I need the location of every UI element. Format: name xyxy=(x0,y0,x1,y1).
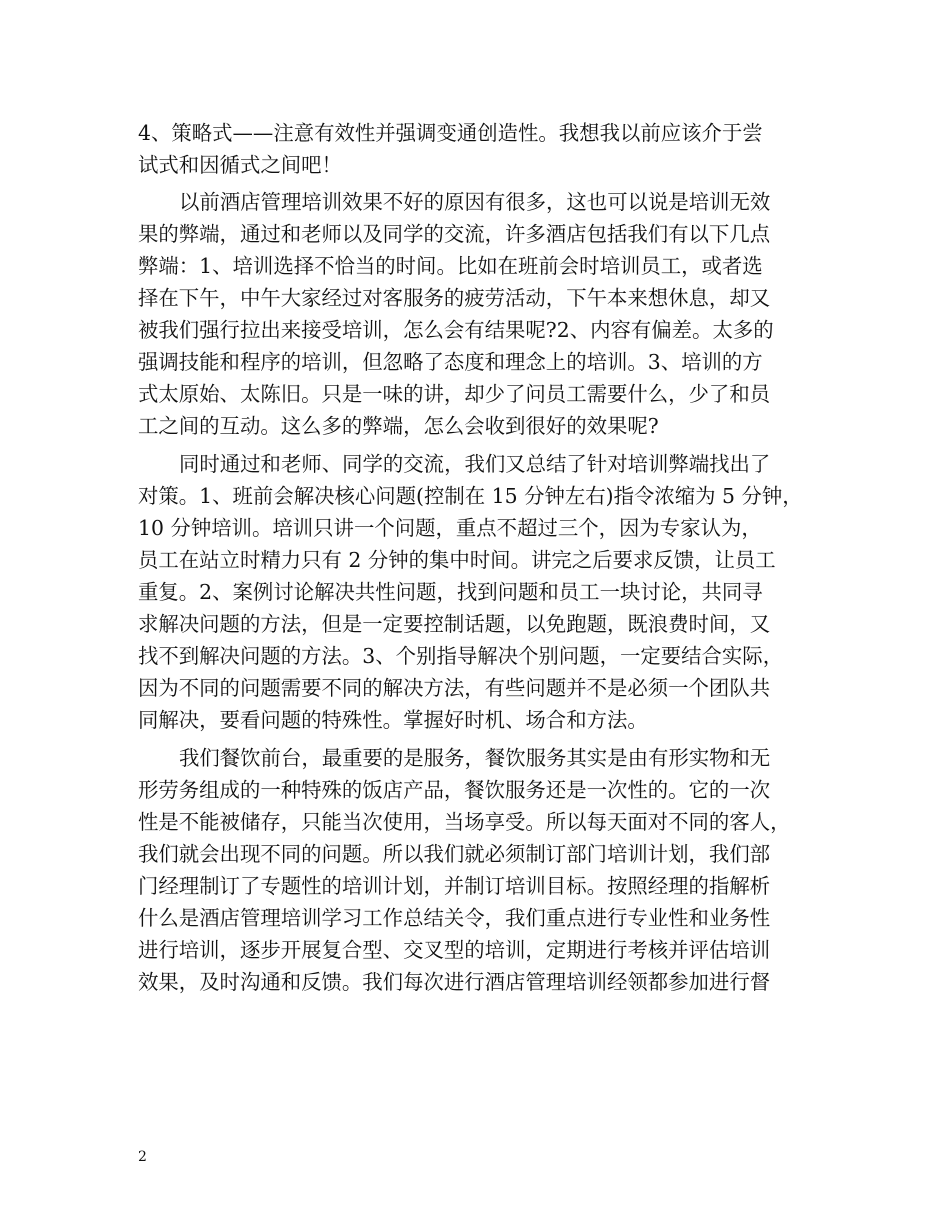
text-line: 我们就会出现不同的问题。所以我们就必须制订部门培训计划，我们部 xyxy=(138,842,771,866)
text-line: 效果，及时沟通和反馈。我们每次进行酒店管理培训经领都参加进行督 xyxy=(138,970,771,994)
text-line: 择在下午，中午大家经过对客服务的疲劳活动，下午本来想休息，却又 xyxy=(138,286,771,310)
text-line: 工之间的互动。这么多的弊端，怎么会收到很好的效果呢? xyxy=(138,414,659,438)
text-line: 门经理制订了专题性的培训计划，并制订培训目标。按照经理的指解析 xyxy=(138,874,771,898)
text-line: 同解决，要看问题的特殊性。掌握好时机、场合和方法。 xyxy=(138,708,648,732)
text-line: 被我们强行拉出来接受培训，怎么会有结果呢?2、内容有偏差。太多的 xyxy=(138,318,774,342)
text-line: 求解决问题的方法，但是一定要控制话题，以免跑题，既浪费时间，又 xyxy=(138,612,771,636)
page-number: 2 xyxy=(138,1149,147,1165)
paragraph-first-line: 我们餐饮前台，最重要的是服务，餐饮服务其实是由有形实物和无 xyxy=(179,746,771,770)
paragraph-first-line: 以前酒店管理培训效果不好的原因有很多，这也可以说是培训无效 xyxy=(179,190,771,214)
text-line: 式太原始、太陈旧。只是一味的讲，却少了问员工需要什么，少了和员 xyxy=(138,382,771,406)
text-line: 4、策略式——注意有效性并强调变通创造性。我想我以前应该介于尝 xyxy=(138,121,763,145)
text-line: 员工在站立时精力只有 2 分钟的集中时间。讲完之后要求反馈，让员工 xyxy=(138,548,776,572)
text-line: 果的弊端，通过和老师以及同学的交流，许多酒店包括我们有以下几点 xyxy=(138,222,771,246)
text-line: 进行培训，逐步开展复合型、交叉型的培训，定期进行考核并评估培训 xyxy=(138,938,771,962)
text-line: 重复。2、案例讨论解决共性问题，找到问题和员工一块讨论，共同寻 xyxy=(138,580,763,604)
text-line: 对策。1、班前会解决核心问题(控制在 15 分钟左右)指令浓缩为 5 分钟， xyxy=(138,484,803,508)
text-line: 因为不同的问题需要不同的解决方法，有些问题并不是必须一个团队共 xyxy=(138,676,771,700)
text-line: 试式和因循式之间吧！ xyxy=(138,153,342,177)
text-line: 弊端：1、培训选择不恰当的时间。比如在班前会时培训员工，或者选 xyxy=(138,254,763,278)
text-line: 找不到解决问题的方法。3、个别指导解决个别问题，一定要结合实际， xyxy=(138,644,784,668)
text-line: 性是不能被储存，只能当次使用，当场享受。所以每天面对不同的客人， xyxy=(138,810,791,834)
text-line: 10 分钟培训。培训只讲一个问题，重点不超过三个，因为专家认为， xyxy=(138,516,762,540)
text-line: 什么是酒店管理培训学习工作总结关令，我们重点进行专业性和业务性 xyxy=(138,906,771,930)
paragraph-first-line: 同时通过和老师、同学的交流，我们又总结了针对培训弊端找出了 xyxy=(179,452,771,476)
text-line: 形劳务组成的一种特殊的饭店产品，餐饮服务还是一次性的。它的一次 xyxy=(138,778,771,802)
text-line: 强调技能和程序的培训，但忽略了态度和理念上的培训。3、培训的方 xyxy=(138,350,763,374)
